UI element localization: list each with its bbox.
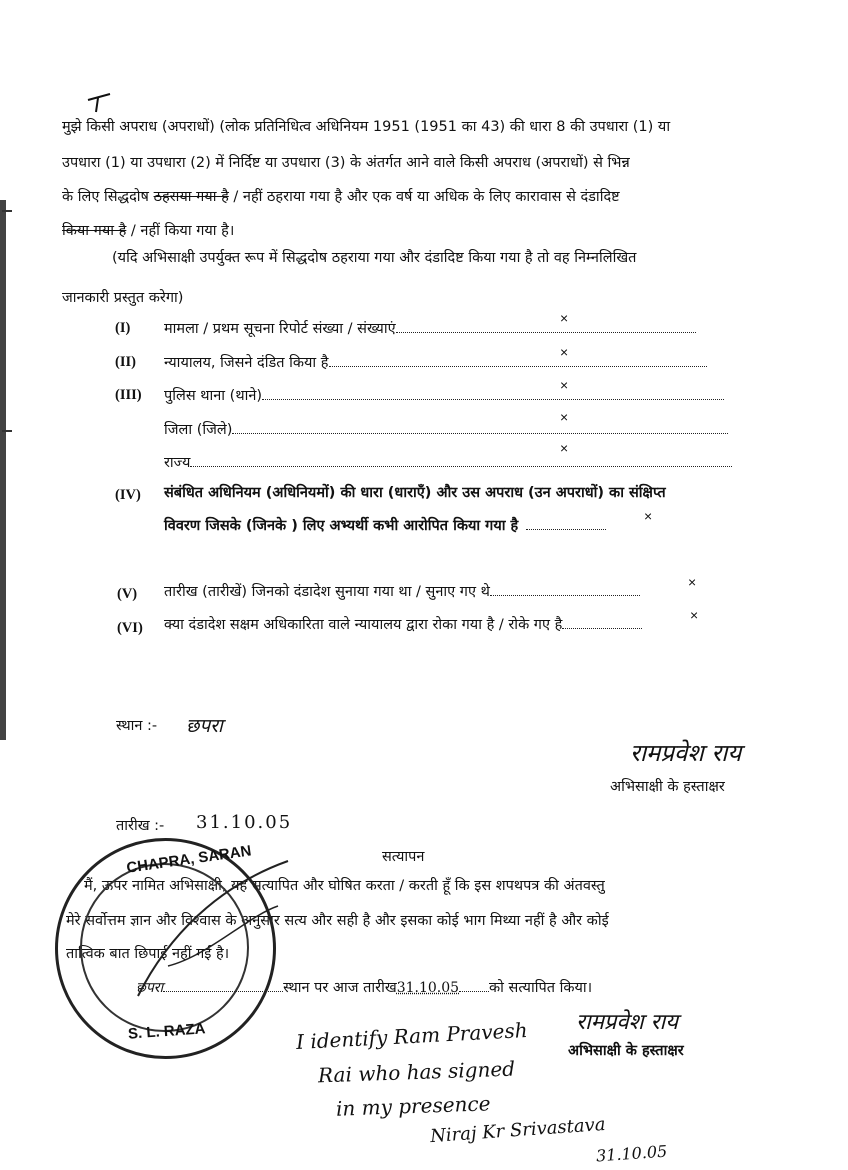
- item-iii-number: (III): [115, 387, 142, 403]
- fill-line: [262, 398, 724, 400]
- item-ii-row: [164, 352, 707, 372]
- deponent-signature: रामप्रवेश राय: [630, 739, 742, 767]
- fill-line: [232, 432, 728, 434]
- paragraph2-line2: जानकारी प्रस्तुत करेगा): [62, 290, 184, 306]
- date-label: तारीख :-: [116, 818, 165, 834]
- paragraph1-line1: मुझे किसी अपराध (अपराधों) (लोक प्रतिनिधित्व अधिनियम 1951 (1951 का 43) की धारा 8 की उपधारा (1) या: [62, 119, 671, 135]
- item-iv-line2: विवरण जिसके (जिनके ) लिए अभ्यर्थी कभी आरोपित किया गया है: [164, 518, 519, 534]
- item-i-number: (I): [115, 320, 131, 336]
- item-v-number: (V): [117, 586, 138, 602]
- verification-heading: सत्यापन: [382, 849, 425, 865]
- item-iv-cross: ×: [644, 508, 653, 524]
- endorsement-line3: in my presence: [335, 1091, 491, 1121]
- item-v-label: तारीख (तारीखें) जिनको दंडादेश सुनाया गया था / सुनाए गए थे: [164, 584, 490, 600]
- verification-line4-start: स्थान पर आज तारीख: [283, 980, 397, 996]
- endorsement-date: 31.10.05: [595, 1141, 668, 1166]
- district-row: [164, 419, 728, 439]
- paragraph1-line3: [62, 187, 620, 207]
- deponent-signature-verification: रामप्रवेश राय: [576, 1010, 679, 1035]
- item-vi-cross: ×: [690, 607, 699, 623]
- item-v-cross: ×: [688, 574, 697, 590]
- verification-line4-end: को सत्यापित किया।: [489, 980, 593, 996]
- item-ii-cross: ×: [560, 344, 569, 360]
- scan-edge: [0, 200, 6, 740]
- struck-option: किया गया है: [62, 223, 127, 239]
- item-iii-row: [164, 385, 724, 405]
- item-ii-label: न्यायालय, जिसने दंडित किया है: [164, 355, 329, 371]
- verification-line3: तात्विक बात छिपाई नहीं गई है।: [66, 946, 230, 962]
- signature-caption-verification: अभिसाक्षी के हस्ताक्षर: [568, 1043, 684, 1059]
- scan-edge-mark: [2, 430, 12, 432]
- item-iv-number: (IV): [115, 487, 141, 503]
- item-v-row: [164, 581, 640, 601]
- endorsement-line2: Rai who has signed: [317, 1056, 516, 1088]
- endorsement-line1: I identify Ram Pravesh: [295, 1017, 529, 1055]
- fill-line: [329, 365, 707, 367]
- seal-scribble: [98, 846, 298, 1006]
- place-handwritten: छपरा: [186, 715, 223, 737]
- district-label: जिला (जिले): [164, 422, 233, 438]
- item-i-label: मामला / प्रथम सूचना रिपोर्ट संख्या / संख्याएं: [164, 321, 396, 337]
- notary-seal: [55, 838, 276, 1059]
- struck-option: ठहराया गया है: [153, 189, 229, 205]
- paragraph1-line2: उपधारा (1) या उपधारा (2) में निर्दिष्ट या उपधारा (3) के अंतर्गत आने वाले किसी अपराध (अपराधों) से भिन्न: [62, 155, 630, 171]
- fill-line: [490, 594, 640, 596]
- place-label: स्थान :-: [116, 718, 158, 734]
- item-ii-number: (II): [115, 354, 136, 370]
- item-iv-line1: संबंधित अधिनियम (अधिनियमों) की धारा (धाराएँ) और उस अपराध (उन अपराधों) का संक्षिप्त: [164, 485, 666, 501]
- paragraph1-line4: [62, 221, 234, 241]
- district-cross: ×: [560, 409, 569, 425]
- seal-bottom-text: S. L. RAZA: [127, 1020, 206, 1043]
- verification-place-handwritten: छपरा: [136, 980, 164, 996]
- verification-line1: मैं, ऊपर नामित अभिसाक्षी, यह सत्यापित और घोषित करता / करती हूँ कि इस शपथपत्र की अंतवस्तु: [84, 878, 605, 894]
- paragraph1-line4-end: / नहीं किया गया है।: [130, 223, 235, 239]
- paragraph1-line3-end: / नहीं ठहराया गया है और एक वर्ष या अधिक के लिए कारावास से दंडादिष्ट: [233, 189, 620, 205]
- paragraph1-line3-start: के लिए सिद्धदोष: [62, 189, 149, 205]
- item-iii-label: पुलिस थाना (थाने): [164, 388, 263, 404]
- date-handwritten: 31.10.05: [196, 812, 293, 833]
- fill-line: [459, 990, 489, 992]
- verification-date-handwritten: 31.10.05: [396, 980, 460, 996]
- paragraph2-line1: (यदि अभिसाक्षी उपर्युक्त रूप में सिद्धदोष ठहराया गया और दंडादिष्ट किया गया है तो वह निम्नलिखित: [112, 250, 637, 266]
- state-label: राज्य: [164, 455, 191, 471]
- state-row: [164, 452, 732, 472]
- fill-line: [562, 627, 642, 629]
- seal-top-text: CHAPRA, SARAN: [125, 842, 253, 877]
- item-i-cross: ×: [560, 310, 569, 326]
- item-vi-label: क्या दंडादेश सक्षम अधिकारिता वाले न्यायालय द्वारा रोका गया है / रोके गए है: [164, 617, 563, 633]
- fill-line: [526, 528, 606, 530]
- item-iii-cross: ×: [560, 377, 569, 393]
- state-cross: ×: [560, 440, 569, 456]
- scan-edge-mark: [2, 210, 12, 212]
- item-iv-line2-row: [164, 515, 606, 535]
- item-vi-row: [164, 614, 642, 634]
- verification-line2: मेरे सर्वोत्तम ज्ञान और विश्वास के अनुसार सत्य और सही है और इसका कोई भाग मिथ्या नहीं है और कोई: [66, 913, 609, 929]
- item-i-row: [164, 318, 696, 338]
- fill-line: [190, 465, 732, 467]
- fill-line: [396, 331, 696, 333]
- endorsement-signature: Niraj Kr Srivastava: [429, 1113, 607, 1148]
- signature-caption: अभिसाक्षी के हस्ताक्षर: [610, 779, 725, 795]
- item-vi-number: (VI): [117, 620, 143, 636]
- pen-tick-mark: [86, 92, 116, 116]
